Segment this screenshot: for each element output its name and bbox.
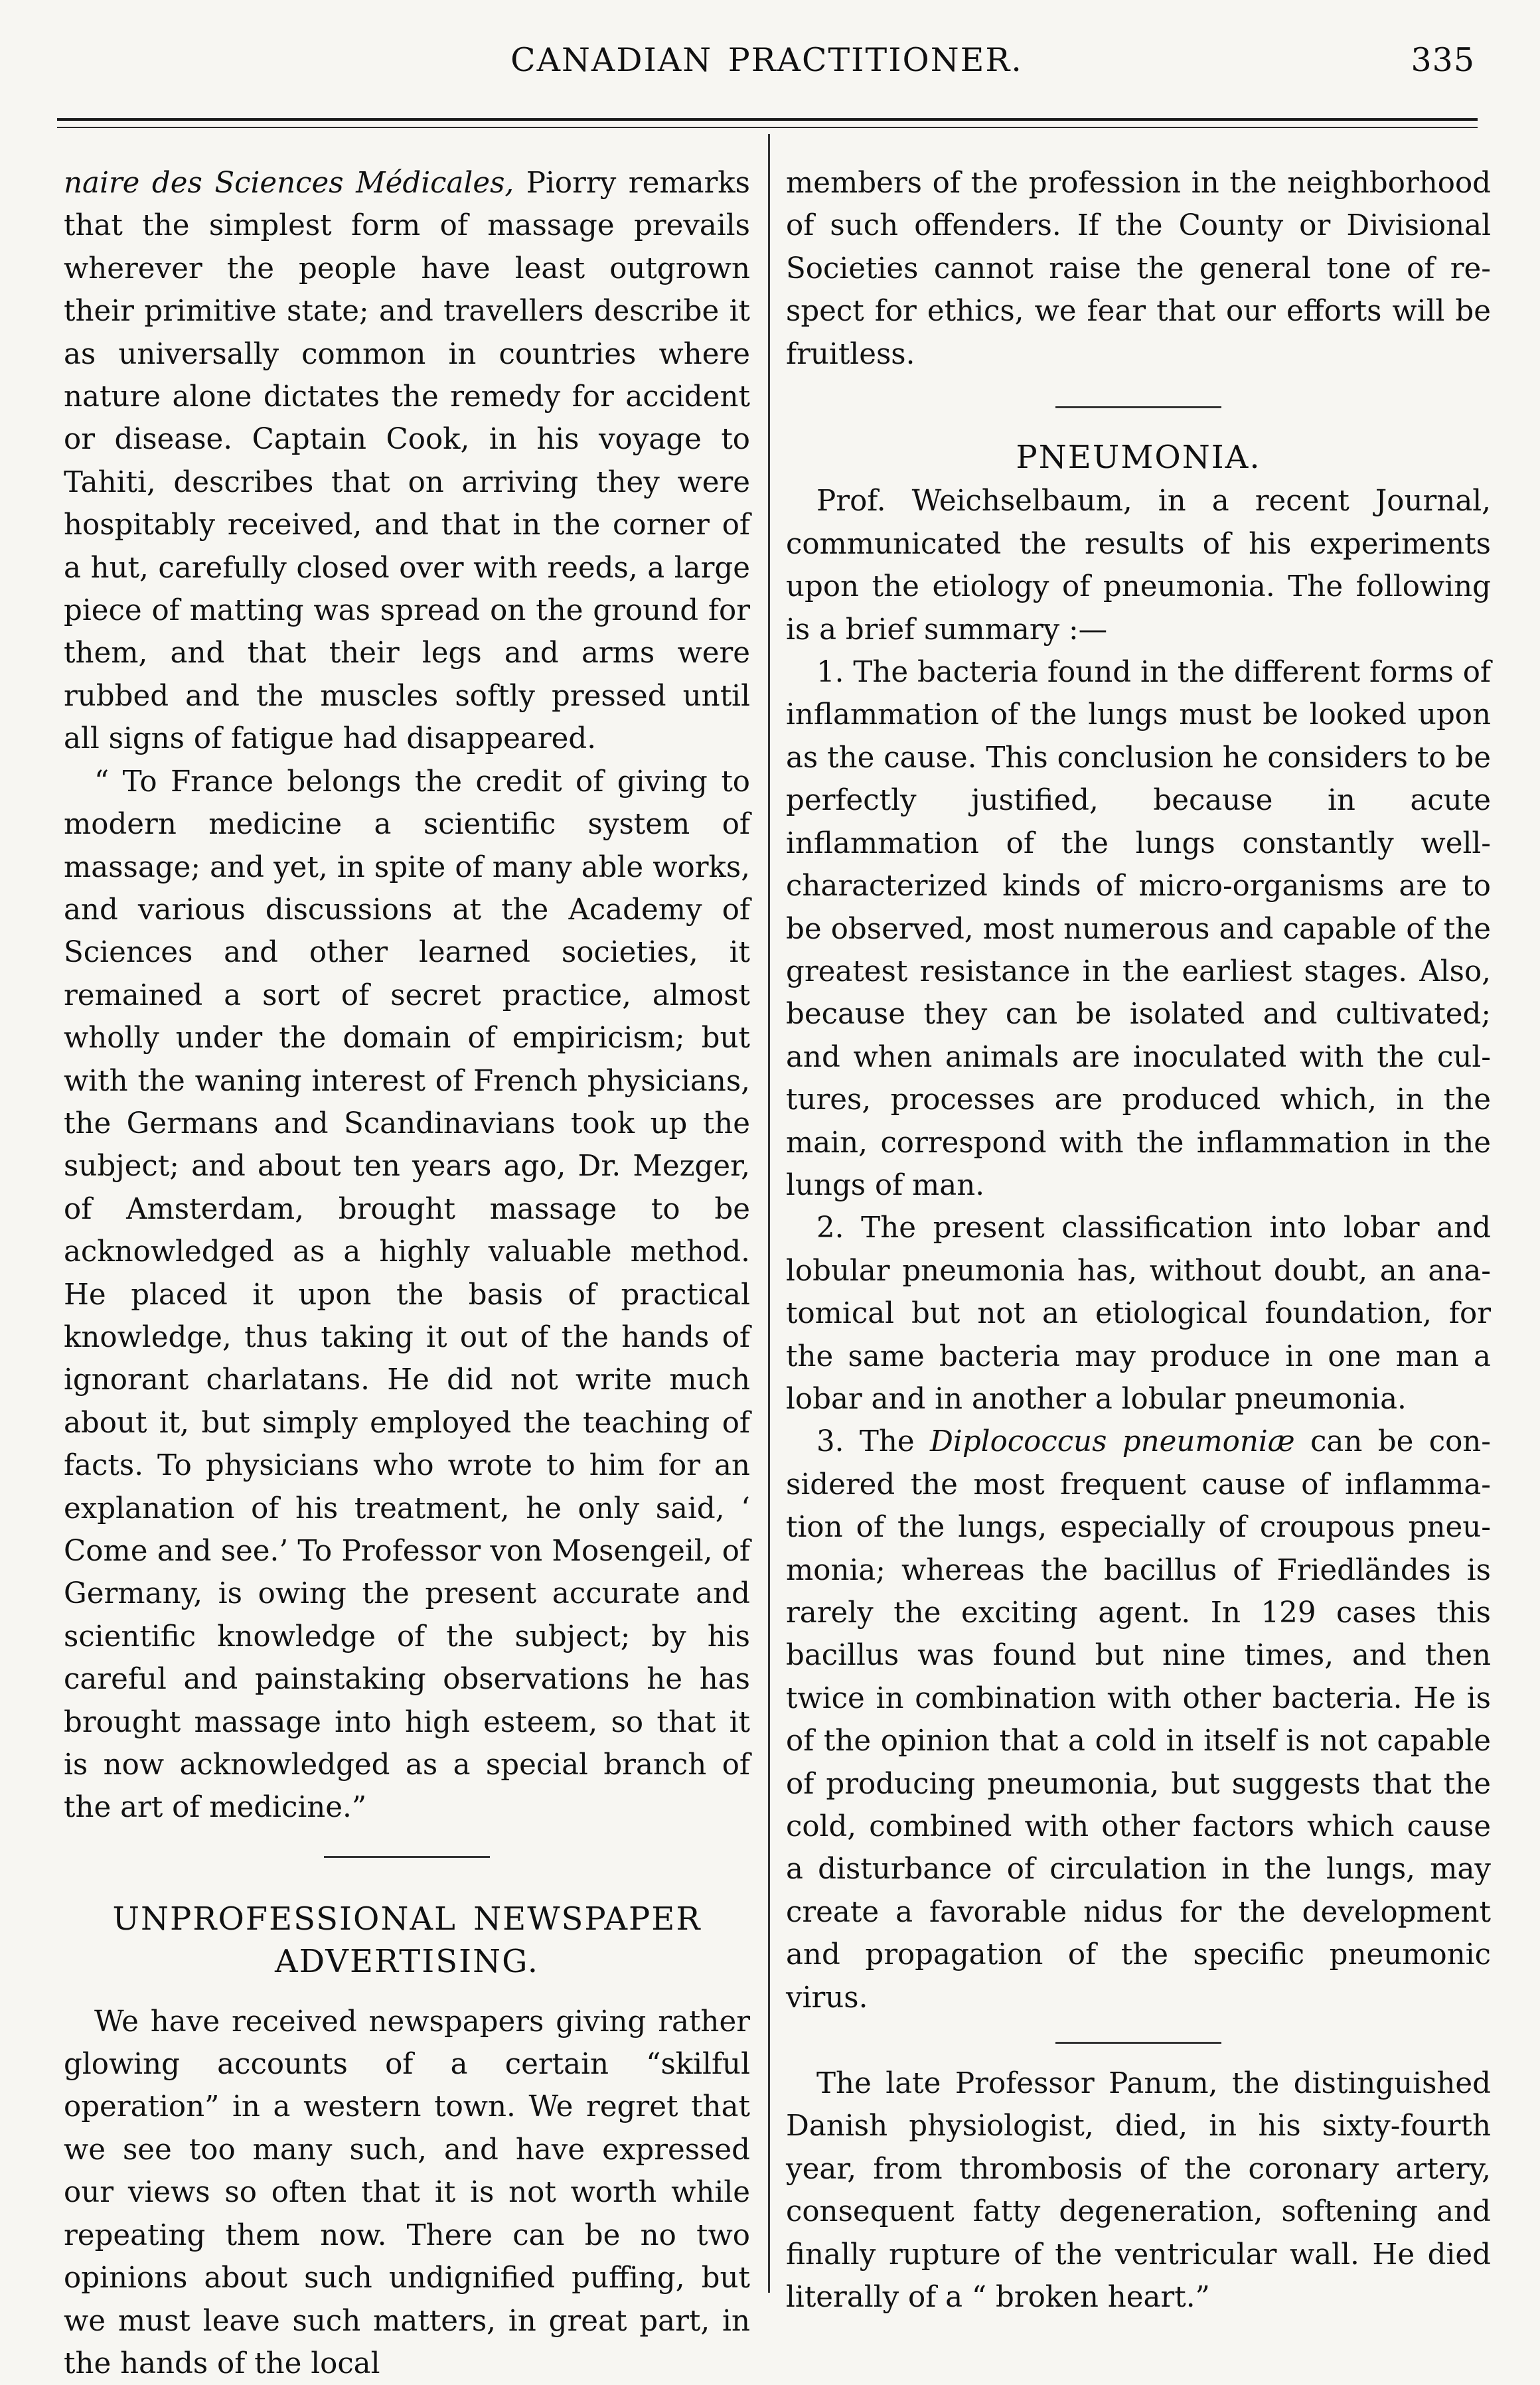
page-number: 335 [1411, 41, 1475, 79]
section-separator [324, 1856, 490, 1858]
massage-quote-paragraph: “ To France belongs the credit of giving to modern medicine a scientific system of massage; and yet, in spite of many able works, and various discussions at the Academy of Sciences and other learned societies, it remained a sort of secret practice, almost wholly under the domain of empiricism; but with the waning interest of French physicians, the Germans and Scandinavians took up the subject; and about ten years ago, Dr. Mezger, of Amsterdam, brought massage to be acknowledged as a highly valuable method. He placed it upon the basis of practical knowledge, thus taking it out of the hands of ignorant charlatans. He did not write much about it, but simply employed the teaching of facts. To physicians who wrote to him for an explanation of his treatment, he only said, ‘ Come and see.’ To Professor von Mosengeil, of Germany, is owing the present accurate and scientific knowledge of the subject; by his careful and painstaking observations he has brought massage into high esteem, so that it is now acknowledged as a special branch of the art of medicine.” [64, 765, 750, 1825]
source-title-italic: naire des Sciences Médicales, [64, 167, 514, 200]
diplococcus-italic: Diplococcus pneumoniæ [930, 1425, 1295, 1459]
pneumonia-point-3-lead: 3. The [816, 1425, 931, 1459]
pneumonia-point-3-text: can be considered the most frequent cause of inflammation of the lungs, especially of croupous pneumonia; whereas the bacillus of Friedländes is rarely the exciting agent. In 129 cases this bacillus was found but nine times, and then twice in combination with other bacteria. He is of the opinion that a cold in itself is not capable of producing pneumonia, but suggests that the cold, combined with other factors which cause a disturbance of circulation in the lungs, may create a favorable nidus for the development and propagation of the specific pneumonic virus. [786, 1425, 1491, 2015]
section-heading-pneumonia: PNEUMONIA. [1016, 439, 1261, 477]
section-separator [1055, 406, 1221, 408]
left-column [64, 162, 750, 2385]
column-divider [768, 134, 770, 2293]
running-title: CANADIAN PRACTITIONER. [510, 41, 1023, 79]
massage-paragraph-1 [64, 162, 750, 761]
header-rule-thin [57, 127, 1478, 128]
header-rule-thick [57, 118, 1478, 121]
section-separator [1055, 2042, 1221, 2044]
section-heading-advertising: UNPROFESSIONAL NEWSPAPER ADVERTISING. [112, 1900, 702, 1981]
panum-obituary: The late Professor Panum, the distinguished Danish physiologist, died, in his sixty-fourth year, from thrombosis of the coronary artery, consequent fatty degeneration, softening and finally rupture of the ventricular wall. He died literally of a “ broken heart.” [786, 2067, 1491, 2315]
massage-paragraph-1-text: Piorry remarks that the simplest form of massage prevails wherever the people have least outgrown their primitive state; and travellers describe it as universally common in countries where nature alone dictates the remedy for accident or disease. Captain Cook, in his voyage to Tahiti, describes that on arriving they were hospitably received, and that in the corner of a hut, carefully closed over with reeds, a large piece of matting was spread on the ground for them, and that their legs and arms were rubbed and the muscles softly pressed until all signs of fatigue had disappeared. [64, 167, 750, 756]
pneumonia-point-1: 1. The bacteria found in the different forms of inflammation of the lungs must be looked upon as the cause. This conclusion he considers to be perfectly justified, because in acute inflammation of the lungs constantly well-characterized kinds of micro-organisms are to be observed, most numerous and capable of the greatest resistance in the earliest stages. Also, because they can be isolated and cultivated; and when animals are inoculated with the cultures, processes are produced which, in the main, correspond with the inflammation in the lungs of man. [786, 656, 1491, 1202]
pneumonia-intro: Prof. Weichselbaum, in a recent Journal, communicated the results of his experiments upon the etiology of pneumonia. The following is a brief summary :— [786, 485, 1491, 647]
pneumonia-point-2: 2. The present classification into lobar and lobular pneumonia has, without doubt, an anatomical but not an etiological foundation, for the same bacteria may produce in one man a lobar and in another a lobular pneumonia. [786, 1211, 1491, 1416]
pneumonia-point-3 [786, 1421, 1491, 2019]
advertising-paragraph: We have received newspapers giving rather glowing accounts of a certain “skilful operation” in a western town. We regret that we see too many such, and have expressed our views so often that it is not worth while repeating them now. There can be no two opinions about such undignified puffing, but we must leave such matters, in great part, in the hands of the local [64, 2005, 750, 2380]
advertising-paragraph-continued: members of the profession in the neighborhood of such offenders. If the County or Divisional Societies cannot raise the general tone of respect for ethics, we fear that our efforts will be fruitless. [786, 167, 1491, 371]
running-head [53, 41, 1480, 94]
right-column [786, 162, 1491, 2319]
